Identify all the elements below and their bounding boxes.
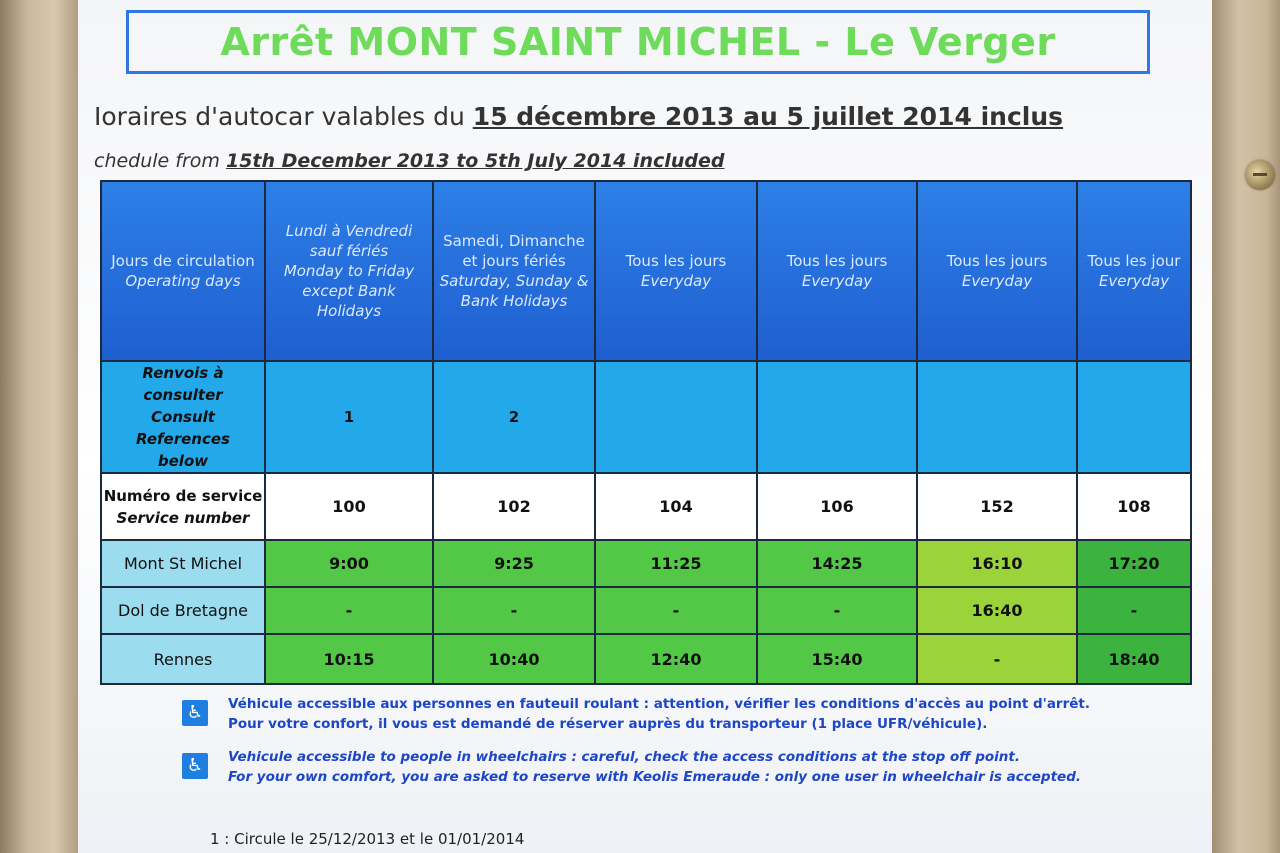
service-number-cell: 152: [917, 473, 1077, 540]
time-cell: 16:40: [917, 587, 1077, 634]
title-frame: [126, 10, 1150, 74]
reference-cell: [595, 361, 757, 473]
days-cell: Tous les jours Everyday: [917, 181, 1077, 361]
service-number-label: Numéro de service Service number: [101, 473, 265, 540]
stop-label: Dol de Bretagne: [101, 587, 265, 634]
days-cell: Tous les jour Everyday: [1077, 181, 1191, 361]
reference-cell: [917, 361, 1077, 473]
accessibility-note-fr: Véhicule accessible aux personnes en fauteuil roulant : attention, vérifier les conditions d'accès au point d'arrêt. Pour votre confort, il vous est demandé de réserver auprès du transporteur (1 place UFR/véhicule).: [228, 696, 1090, 732]
stop-title: Arrêt MONT SAINT MICHEL - Le Verger: [220, 20, 1056, 64]
wooden-post-left: [0, 0, 78, 853]
timetable-sign: [78, 0, 1212, 853]
service-number-cell: 104: [595, 473, 757, 540]
time-cell: 17:20: [1077, 540, 1191, 587]
days-cell: Samedi, Dimanche et jours fériés Saturday, Sunday & Bank Holidays: [433, 181, 595, 361]
reference-cell: 1: [265, 361, 433, 473]
time-cell: 18:40: [1077, 634, 1191, 684]
reference-cell: [1077, 361, 1191, 473]
time-cell: -: [433, 587, 595, 634]
stop-label: Rennes: [101, 634, 265, 684]
validity-english: chedule from 15th December 2013 to 5th July 2014 included: [94, 150, 725, 172]
timetable: [100, 180, 1192, 685]
days-cell: Tous les jours Everyday: [595, 181, 757, 361]
time-cell: -: [1077, 587, 1191, 634]
days-cell: Lundi à Vendredi sauf fériés Monday to Friday except Bank Holidays: [265, 181, 433, 361]
wooden-post-right: [1212, 0, 1280, 853]
stop-row-rennes: [101, 634, 1191, 684]
time-cell: -: [595, 587, 757, 634]
time-cell: 10:15: [265, 634, 433, 684]
operating-days-row: [101, 181, 1191, 361]
time-cell: -: [757, 587, 917, 634]
time-cell: 15:40: [757, 634, 917, 684]
service-number-cell: 108: [1077, 473, 1191, 540]
time-cell: 9:00: [265, 540, 433, 587]
accessibility-note-en: Vehicule accessible to people in wheelchairs : careful, check the access conditions at the stop off point. For your own comfort, you are asked to reserve with Keolis Emeraude : only one user in wheelchair is accepted.: [228, 749, 1081, 785]
time-cell: 14:25: [757, 540, 917, 587]
validity-french: Ioraires d'autocar valables du 15 décembre 2013 au 5 juillet 2014 inclus: [94, 102, 1064, 131]
wheelchair-icon: ♿: [182, 700, 208, 726]
service-number-cell: 106: [757, 473, 917, 540]
reference-cell: 2: [433, 361, 595, 473]
wheelchair-icon: ♿: [182, 753, 208, 779]
service-number-cell: 100: [265, 473, 433, 540]
time-cell: -: [917, 634, 1077, 684]
operating-days-label: Jours de circulation Operating days: [101, 181, 265, 361]
stop-row-mont-st-michel: [101, 540, 1191, 587]
time-cell: 12:40: [595, 634, 757, 684]
service-number-cell: 102: [433, 473, 595, 540]
time-cell: 16:10: [917, 540, 1077, 587]
references-label: Renvois à consulter Consult References below: [101, 361, 265, 473]
time-cell: 11:25: [595, 540, 757, 587]
days-cell: Tous les jours Everyday: [757, 181, 917, 361]
validity-french-dates: 15 décembre 2013 au 5 juillet 2014 inclus: [472, 102, 1064, 131]
time-cell: -: [265, 587, 433, 634]
validity-english-dates: 15th December 2013 to 5th July 2014 included: [225, 150, 725, 172]
screw-icon: [1245, 160, 1275, 190]
service-number-row: [101, 473, 1191, 540]
stop-label: Mont St Michel: [101, 540, 265, 587]
references-row: [101, 361, 1191, 473]
stop-row-dol-de-bretagne: [101, 587, 1191, 634]
reference-cell: [757, 361, 917, 473]
time-cell: 9:25: [433, 540, 595, 587]
footnote-1: 1 : Circule le 25/12/2013 et le 01/01/2014: [210, 830, 525, 848]
time-cell: 10:40: [433, 634, 595, 684]
